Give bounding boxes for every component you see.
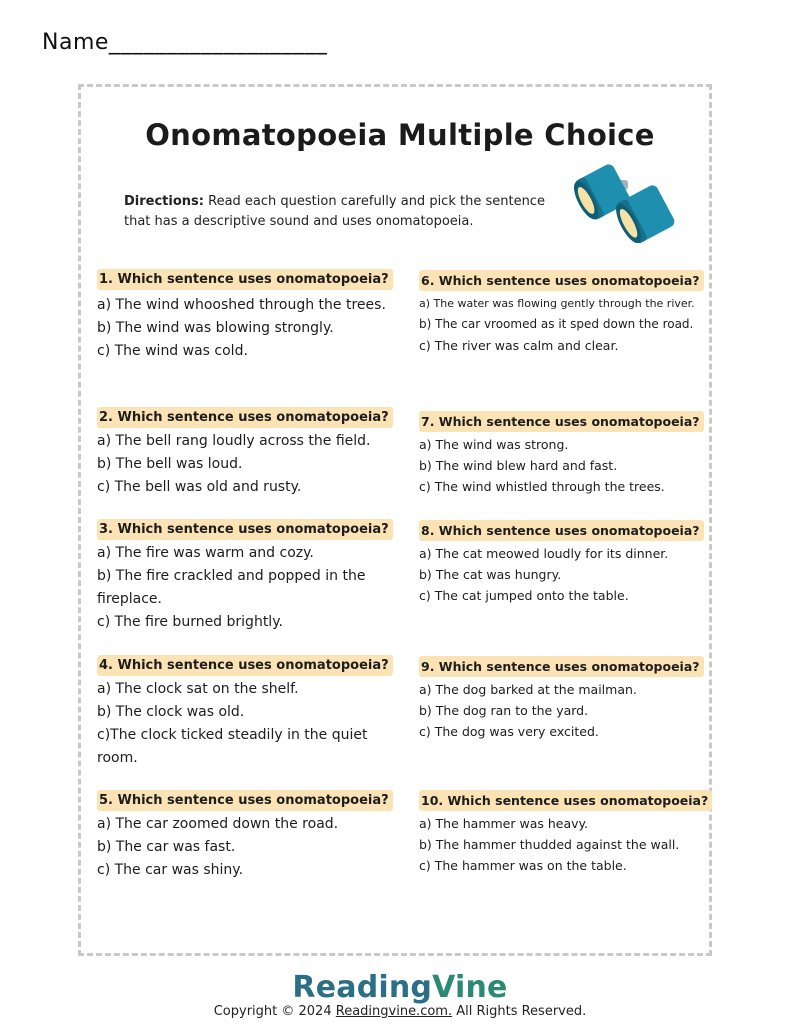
option-c[interactable]: c) The bell was old and rusty. — [97, 479, 302, 495]
option-c[interactable]: c) The wind whistled through the trees. — [419, 479, 665, 494]
option-a[interactable]: a) The clock sat on the shelf. — [97, 681, 299, 697]
directions — [124, 192, 574, 232]
question-label: 5. Which sentence uses onomatopoeia? — [97, 790, 393, 811]
option-b[interactable]: b) The wind was blowing strongly. — [97, 320, 334, 336]
question-6 — [419, 270, 709, 356]
directions-text: Read each question carefully and pick the sentence that has a descriptive sound and uses onomatopoeia. — [124, 194, 545, 229]
option-c[interactable]: c) The dog was very excited. — [419, 724, 599, 739]
copyright-prefix: Copyright © 2024 — [213, 1004, 336, 1019]
option-c[interactable]: c)The clock ticked steadily in the quiet room. — [97, 727, 368, 766]
option-b[interactable]: b) The car vroomed as it sped down the road. — [419, 317, 694, 331]
question-label: 8. Which sentence uses onomatopoeia? — [419, 520, 704, 541]
question-10 — [419, 790, 709, 876]
option-c[interactable]: c) The car was shiny. — [97, 862, 244, 878]
readingvine-link[interactable]: Readingvine.com. — [335, 1004, 453, 1019]
option-b[interactable]: b) The car was fast. — [97, 839, 236, 855]
name-label: Name — [42, 30, 109, 55]
option-a[interactable]: a) The wind whooshed through the trees. — [97, 297, 386, 313]
question-label: 3. Which sentence uses onomatopoeia? — [97, 519, 393, 540]
question-3 — [97, 518, 387, 634]
option-a[interactable]: a) The water was flowing gently through the river. — [419, 297, 695, 310]
question-label: 9. Which sentence uses onomatopoeia? — [419, 656, 704, 677]
option-a[interactable]: a) The hammer was heavy. — [419, 816, 589, 831]
option-b[interactable]: b) The wind blew hard and fast. — [419, 458, 618, 473]
copyright-suffix: All Rights Reserved. — [452, 1004, 587, 1019]
option-b[interactable]: b) The hammer thudded against the wall. — [419, 837, 680, 852]
name-line — [42, 30, 327, 55]
question-9 — [419, 656, 709, 742]
question-label: 10. Which sentence uses onomatopoeia? — [419, 790, 712, 811]
option-b[interactable]: b) The cat was hungry. — [419, 567, 562, 582]
question-1 — [97, 268, 407, 363]
option-a[interactable]: a) The fire was warm and cozy. — [97, 545, 314, 561]
option-b[interactable]: b) The clock was old. — [97, 704, 245, 720]
question-label: 4. Which sentence uses onomatopoeia? — [97, 655, 393, 676]
question-8 — [419, 520, 709, 606]
readingvine-logo — [0, 970, 800, 1005]
question-5 — [97, 789, 397, 882]
option-a[interactable]: a) The wind was strong. — [419, 437, 569, 452]
binoculars-icon — [572, 152, 682, 247]
question-label: 6. Which sentence uses onomatopoeia? — [419, 270, 704, 291]
logo-reading: Reading — [292, 970, 433, 1005]
question-label: 7. Which sentence uses onomatopoeia? — [419, 411, 704, 432]
option-a[interactable]: a) The car zoomed down the road. — [97, 816, 339, 832]
question-label: 2. Which sentence uses onomatopoeia? — [97, 407, 393, 428]
copyright — [0, 1004, 800, 1019]
option-c[interactable]: c) The river was calm and clear. — [419, 338, 619, 353]
option-b[interactable]: b) The fire crackled and popped in the fireplace. — [97, 568, 366, 607]
question-7 — [419, 411, 709, 497]
directions-label: Directions: — [124, 194, 204, 209]
question-4 — [97, 654, 387, 770]
option-c[interactable]: c) The wind was cold. — [97, 343, 248, 359]
option-a[interactable]: a) The bell rang loudly across the field. — [97, 433, 371, 449]
option-a[interactable]: a) The dog barked at the mailman. — [419, 682, 637, 697]
logo-vine: Vine — [432, 970, 508, 1005]
option-c[interactable]: c) The fire burned brightly. — [97, 614, 283, 630]
option-b[interactable]: b) The dog ran to the yard. — [419, 703, 589, 718]
option-a[interactable]: a) The cat meowed loudly for its dinner. — [419, 546, 669, 561]
question-2 — [97, 406, 407, 499]
page-title: Onomatopoeia Multiple Choice — [145, 118, 655, 152]
option-c[interactable]: c) The cat jumped onto the table. — [419, 588, 629, 603]
question-label: 1. Which sentence uses onomatopoeia? — [97, 269, 393, 290]
option-c[interactable]: c) The hammer was on the table. — [419, 858, 627, 873]
option-b[interactable]: b) The bell was loud. — [97, 456, 243, 472]
name-blank[interactable]: ___________________ — [108, 30, 328, 55]
